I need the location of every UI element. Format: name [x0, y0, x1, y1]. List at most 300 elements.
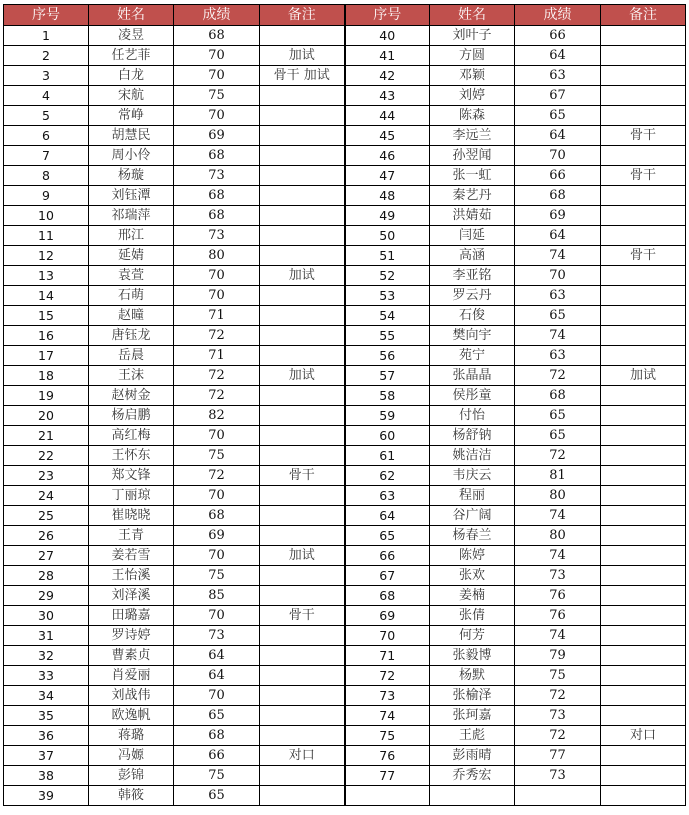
right-note-cell	[601, 386, 686, 406]
right-note-cell	[601, 186, 686, 206]
left-score-cell: 70	[174, 46, 260, 66]
left-name-cell: 冯嫄	[89, 746, 174, 766]
right-seq-cell: 49	[345, 206, 430, 226]
right-seq-cell: 63	[345, 486, 430, 506]
right-seq-cell: 67	[345, 566, 430, 586]
right-score-cell: 74	[515, 546, 601, 566]
left-name-cell: 任艺菲	[89, 46, 174, 66]
left-seq-cell: 24	[4, 486, 89, 506]
left-seq-cell: 17	[4, 346, 89, 366]
table-row	[4, 446, 686, 466]
left-score-cell: 70	[174, 686, 260, 706]
left-seq-cell: 22	[4, 446, 89, 466]
right-name-cell: 李亚铭	[430, 266, 515, 286]
left-name-cell: 王沫	[89, 366, 174, 386]
right-seq-cell: 53	[345, 286, 430, 306]
left-note-cell	[260, 286, 345, 306]
left-name-cell: 崔晓晓	[89, 506, 174, 526]
table-row	[4, 406, 686, 426]
right-name-cell: 彭雨晴	[430, 746, 515, 766]
left-score-cell: 68	[174, 726, 260, 746]
left-seq-cell: 21	[4, 426, 89, 446]
left-name-cell: 岳晨	[89, 346, 174, 366]
right-name-cell: 陈森	[430, 106, 515, 126]
left-name-cell: 王怀东	[89, 446, 174, 466]
left-name-cell: 赵曈	[89, 306, 174, 326]
right-seq-cell: 75	[345, 726, 430, 746]
left-note-cell	[260, 106, 345, 126]
right-seq-cell: 70	[345, 626, 430, 646]
header-note-left: 备注	[260, 5, 345, 26]
left-note-cell	[260, 146, 345, 166]
right-name-cell: 杨春兰	[430, 526, 515, 546]
right-note-cell	[601, 266, 686, 286]
right-score-cell: 69	[515, 206, 601, 226]
table-row	[4, 786, 686, 806]
left-note-cell	[260, 626, 345, 646]
right-note-cell	[601, 306, 686, 326]
left-note-cell	[260, 386, 345, 406]
left-name-cell: 刘战伟	[89, 686, 174, 706]
left-name-cell: 常峥	[89, 106, 174, 126]
table-row	[4, 586, 686, 606]
table-row	[4, 386, 686, 406]
left-score-cell: 70	[174, 286, 260, 306]
right-seq-cell: 41	[345, 46, 430, 66]
left-score-cell: 72	[174, 326, 260, 346]
right-note-cell	[601, 546, 686, 566]
right-note-cell	[601, 786, 686, 806]
right-seq-cell: 60	[345, 426, 430, 446]
right-name-cell: 姜楠	[430, 586, 515, 606]
right-note-cell	[601, 326, 686, 346]
right-name-cell: 杨舒钠	[430, 426, 515, 446]
left-note-cell: 加试	[260, 266, 345, 286]
right-seq-cell: 69	[345, 606, 430, 626]
right-score-cell: 75	[515, 666, 601, 686]
right-seq-cell: 72	[345, 666, 430, 686]
right-note-cell	[601, 626, 686, 646]
left-name-cell: 唐钰龙	[89, 326, 174, 346]
left-score-cell: 73	[174, 626, 260, 646]
left-name-cell: 祁瑞萍	[89, 206, 174, 226]
right-note-cell	[601, 446, 686, 466]
left-name-cell: 姜若雪	[89, 546, 174, 566]
left-name-cell: 王青	[89, 526, 174, 546]
right-name-cell: 石俊	[430, 306, 515, 326]
left-seq-cell: 10	[4, 206, 89, 226]
right-score-cell: 72	[515, 366, 601, 386]
left-note-cell	[260, 686, 345, 706]
right-note-cell	[601, 706, 686, 726]
right-seq-cell: 44	[345, 106, 430, 126]
left-score-cell: 75	[174, 766, 260, 786]
table-row	[4, 726, 686, 746]
right-name-cell: 樊向宇	[430, 326, 515, 346]
right-note-cell	[601, 646, 686, 666]
left-note-cell: 骨干	[260, 466, 345, 486]
left-note-cell	[260, 486, 345, 506]
table-row	[4, 146, 686, 166]
right-score-cell: 72	[515, 686, 601, 706]
right-note-cell	[601, 346, 686, 366]
left-score-cell: 80	[174, 246, 260, 266]
right-score-cell: 65	[515, 106, 601, 126]
left-score-cell: 85	[174, 586, 260, 606]
left-score-cell: 68	[174, 146, 260, 166]
right-score-cell: 64	[515, 126, 601, 146]
table-row	[4, 486, 686, 506]
table-row	[4, 466, 686, 486]
right-note-cell	[601, 206, 686, 226]
left-note-cell	[260, 646, 345, 666]
left-name-cell: 刘泽溪	[89, 586, 174, 606]
left-seq-cell: 12	[4, 246, 89, 266]
right-note-cell	[601, 766, 686, 786]
right-name-cell: 刘婷	[430, 86, 515, 106]
left-name-cell: 罗诗婷	[89, 626, 174, 646]
right-score-cell: 70	[515, 146, 601, 166]
right-seq-cell: 73	[345, 686, 430, 706]
right-name-cell: 秦艺丹	[430, 186, 515, 206]
right-note-cell: 骨干	[601, 246, 686, 266]
left-name-cell: 凌昱	[89, 26, 174, 46]
left-seq-cell: 28	[4, 566, 89, 586]
left-note-cell	[260, 306, 345, 326]
right-seq-cell: 68	[345, 586, 430, 606]
right-score-cell: 66	[515, 26, 601, 46]
table-row	[4, 26, 686, 46]
right-score-cell: 64	[515, 46, 601, 66]
left-note-cell: 对口	[260, 746, 345, 766]
right-score-cell: 68	[515, 186, 601, 206]
right-score-cell: 72	[515, 726, 601, 746]
right-note-cell	[601, 406, 686, 426]
right-note-cell	[601, 746, 686, 766]
left-name-cell: 彭锦	[89, 766, 174, 786]
right-seq-cell: 54	[345, 306, 430, 326]
left-score-cell: 68	[174, 26, 260, 46]
left-note-cell	[260, 766, 345, 786]
right-seq-cell: 74	[345, 706, 430, 726]
right-note-cell	[601, 586, 686, 606]
right-seq-cell: 65	[345, 526, 430, 546]
left-score-cell: 72	[174, 386, 260, 406]
right-seq-cell: 62	[345, 466, 430, 486]
right-score-cell: 76	[515, 606, 601, 626]
right-score-cell: 73	[515, 706, 601, 726]
right-note-cell: 骨干	[601, 126, 686, 146]
left-score-cell: 70	[174, 486, 260, 506]
left-score-cell: 70	[174, 426, 260, 446]
left-note-cell	[260, 226, 345, 246]
header-name-right: 姓名	[430, 5, 515, 26]
right-name-cell: 张晶晶	[430, 366, 515, 386]
left-seq-cell: 20	[4, 406, 89, 426]
right-name-cell: 高涵	[430, 246, 515, 266]
right-name-cell: 刘叶子	[430, 26, 515, 46]
right-score-cell: 65	[515, 406, 601, 426]
left-score-cell: 75	[174, 86, 260, 106]
left-score-cell: 70	[174, 266, 260, 286]
right-seq-cell: 40	[345, 26, 430, 46]
right-score-cell: 67	[515, 86, 601, 106]
left-note-cell	[260, 726, 345, 746]
left-name-cell: 丁丽琼	[89, 486, 174, 506]
left-name-cell: 高红梅	[89, 426, 174, 446]
right-score-cell: 70	[515, 266, 601, 286]
table-row	[4, 106, 686, 126]
left-score-cell: 71	[174, 306, 260, 326]
right-name-cell: 王彪	[430, 726, 515, 746]
left-score-cell: 68	[174, 506, 260, 526]
right-note-cell	[601, 686, 686, 706]
right-score-cell: 77	[515, 746, 601, 766]
right-note-cell	[601, 566, 686, 586]
right-name-cell: 侯彤童	[430, 386, 515, 406]
table-row	[4, 46, 686, 66]
left-score-cell: 69	[174, 126, 260, 146]
left-note-cell	[260, 166, 345, 186]
left-note-cell	[260, 206, 345, 226]
left-name-cell: 刘钰潭	[89, 186, 174, 206]
right-note-cell: 加试	[601, 366, 686, 386]
table-row	[4, 286, 686, 306]
left-seq-cell: 37	[4, 746, 89, 766]
right-name-cell: 张一虹	[430, 166, 515, 186]
left-score-cell: 70	[174, 66, 260, 86]
left-note-cell: 骨干 加试	[260, 66, 345, 86]
left-seq-cell: 31	[4, 626, 89, 646]
table-row	[4, 366, 686, 386]
left-name-cell: 王怡溪	[89, 566, 174, 586]
left-name-cell: 郑文锋	[89, 466, 174, 486]
left-score-cell: 72	[174, 366, 260, 386]
right-name-cell: 张榆泽	[430, 686, 515, 706]
right-seq-cell: 59	[345, 406, 430, 426]
right-score-cell: 74	[515, 506, 601, 526]
right-score-cell: 66	[515, 166, 601, 186]
right-score-cell: 74	[515, 246, 601, 266]
right-note-cell	[601, 426, 686, 446]
left-note-cell	[260, 426, 345, 446]
left-seq-cell: 30	[4, 606, 89, 626]
table-row	[4, 766, 686, 786]
table-row	[4, 306, 686, 326]
left-note-cell: 加试	[260, 46, 345, 66]
left-name-cell: 韩筱	[89, 786, 174, 806]
right-seq-cell	[345, 786, 430, 806]
left-seq-cell: 6	[4, 126, 89, 146]
right-score-cell: 65	[515, 306, 601, 326]
right-name-cell	[430, 786, 515, 806]
left-score-cell: 66	[174, 746, 260, 766]
table-row	[4, 666, 686, 686]
right-score-cell: 65	[515, 426, 601, 446]
left-seq-cell: 38	[4, 766, 89, 786]
left-name-cell: 袁萱	[89, 266, 174, 286]
left-note-cell	[260, 246, 345, 266]
left-name-cell: 田璐嘉	[89, 606, 174, 626]
left-score-cell: 70	[174, 606, 260, 626]
left-note-cell: 加试	[260, 366, 345, 386]
table-row	[4, 206, 686, 226]
table-row	[4, 166, 686, 186]
right-name-cell: 邓颖	[430, 66, 515, 86]
table-row	[4, 246, 686, 266]
right-score-cell: 64	[515, 226, 601, 246]
left-seq-cell: 3	[4, 66, 89, 86]
right-name-cell: 罗云丹	[430, 286, 515, 306]
right-name-cell: 程丽	[430, 486, 515, 506]
table-row	[4, 566, 686, 586]
right-name-cell: 韦庆云	[430, 466, 515, 486]
left-seq-cell: 9	[4, 186, 89, 206]
left-seq-cell: 18	[4, 366, 89, 386]
header-seq-right: 序号	[345, 5, 430, 26]
left-score-cell: 75	[174, 446, 260, 466]
right-score-cell: 74	[515, 626, 601, 646]
table-row	[4, 226, 686, 246]
left-name-cell: 白龙	[89, 66, 174, 86]
left-score-cell: 65	[174, 706, 260, 726]
right-name-cell: 张欢	[430, 566, 515, 586]
right-seq-cell: 77	[345, 766, 430, 786]
right-seq-cell: 64	[345, 506, 430, 526]
right-seq-cell: 52	[345, 266, 430, 286]
table-row	[4, 626, 686, 646]
header-row	[4, 5, 686, 26]
left-seq-cell: 33	[4, 666, 89, 686]
right-note-cell: 骨干	[601, 166, 686, 186]
right-note-cell	[601, 486, 686, 506]
left-note-cell: 骨干	[260, 606, 345, 626]
left-seq-cell: 19	[4, 386, 89, 406]
left-seq-cell: 23	[4, 466, 89, 486]
left-seq-cell: 16	[4, 326, 89, 346]
left-score-cell: 82	[174, 406, 260, 426]
left-seq-cell: 2	[4, 46, 89, 66]
right-name-cell: 洪婧茹	[430, 206, 515, 226]
left-name-cell: 周小伶	[89, 146, 174, 166]
right-note-cell	[601, 26, 686, 46]
right-name-cell: 孙翌闻	[430, 146, 515, 166]
left-score-cell: 69	[174, 526, 260, 546]
left-name-cell: 肖爱丽	[89, 666, 174, 686]
table-row	[4, 326, 686, 346]
right-name-cell: 方圆	[430, 46, 515, 66]
table-row	[4, 606, 686, 626]
header-seq-left: 序号	[4, 5, 89, 26]
left-note-cell	[260, 666, 345, 686]
left-seq-cell: 26	[4, 526, 89, 546]
left-score-cell: 75	[174, 566, 260, 586]
right-score-cell: 80	[515, 526, 601, 546]
table-row	[4, 186, 686, 206]
right-note-cell	[601, 606, 686, 626]
right-name-cell: 李远兰	[430, 126, 515, 146]
right-score-cell: 80	[515, 486, 601, 506]
right-seq-cell: 47	[345, 166, 430, 186]
left-seq-cell: 11	[4, 226, 89, 246]
left-note-cell	[260, 586, 345, 606]
right-score-cell: 73	[515, 566, 601, 586]
left-note-cell	[260, 86, 345, 106]
left-name-cell: 延婧	[89, 246, 174, 266]
right-note-cell	[601, 46, 686, 66]
left-name-cell: 杨璇	[89, 166, 174, 186]
right-name-cell: 闫延	[430, 226, 515, 246]
left-note-cell	[260, 26, 345, 46]
header-note-right: 备注	[601, 5, 686, 26]
left-seq-cell: 35	[4, 706, 89, 726]
right-seq-cell: 45	[345, 126, 430, 146]
header-score-right: 成绩	[515, 5, 601, 26]
left-score-cell: 71	[174, 346, 260, 366]
left-name-cell: 石萌	[89, 286, 174, 306]
left-seq-cell: 25	[4, 506, 89, 526]
table-row	[4, 746, 686, 766]
right-name-cell: 张珂嘉	[430, 706, 515, 726]
left-seq-cell: 29	[4, 586, 89, 606]
right-score-cell: 63	[515, 286, 601, 306]
left-name-cell: 欧逸帆	[89, 706, 174, 726]
table-row	[4, 646, 686, 666]
right-note-cell	[601, 466, 686, 486]
left-note-cell	[260, 326, 345, 346]
left-seq-cell: 1	[4, 26, 89, 46]
left-name-cell: 杨启鹏	[89, 406, 174, 426]
left-seq-cell: 14	[4, 286, 89, 306]
right-note-cell	[601, 66, 686, 86]
left-score-cell: 72	[174, 466, 260, 486]
left-seq-cell: 8	[4, 166, 89, 186]
right-score-cell	[515, 786, 601, 806]
right-score-cell: 79	[515, 646, 601, 666]
left-note-cell: 加试	[260, 546, 345, 566]
table-row	[4, 346, 686, 366]
right-name-cell: 张毅博	[430, 646, 515, 666]
left-seq-cell: 34	[4, 686, 89, 706]
left-note-cell	[260, 506, 345, 526]
right-seq-cell: 61	[345, 446, 430, 466]
left-score-cell: 68	[174, 206, 260, 226]
right-seq-cell: 42	[345, 66, 430, 86]
left-name-cell: 曹素贞	[89, 646, 174, 666]
left-score-cell: 73	[174, 166, 260, 186]
right-note-cell	[601, 106, 686, 126]
left-score-cell: 64	[174, 646, 260, 666]
right-score-cell: 81	[515, 466, 601, 486]
right-note-cell	[601, 86, 686, 106]
right-seq-cell: 43	[345, 86, 430, 106]
table-body	[4, 26, 686, 806]
right-seq-cell: 48	[345, 186, 430, 206]
left-note-cell	[260, 406, 345, 426]
left-name-cell: 邢江	[89, 226, 174, 246]
left-note-cell	[260, 186, 345, 206]
right-score-cell: 73	[515, 766, 601, 786]
right-score-cell: 72	[515, 446, 601, 466]
table-row	[4, 526, 686, 546]
right-score-cell: 68	[515, 386, 601, 406]
right-name-cell: 谷广阔	[430, 506, 515, 526]
left-score-cell: 68	[174, 186, 260, 206]
right-seq-cell: 50	[345, 226, 430, 246]
right-note-cell	[601, 146, 686, 166]
right-seq-cell: 57	[345, 366, 430, 386]
header-name-left: 姓名	[89, 5, 174, 26]
